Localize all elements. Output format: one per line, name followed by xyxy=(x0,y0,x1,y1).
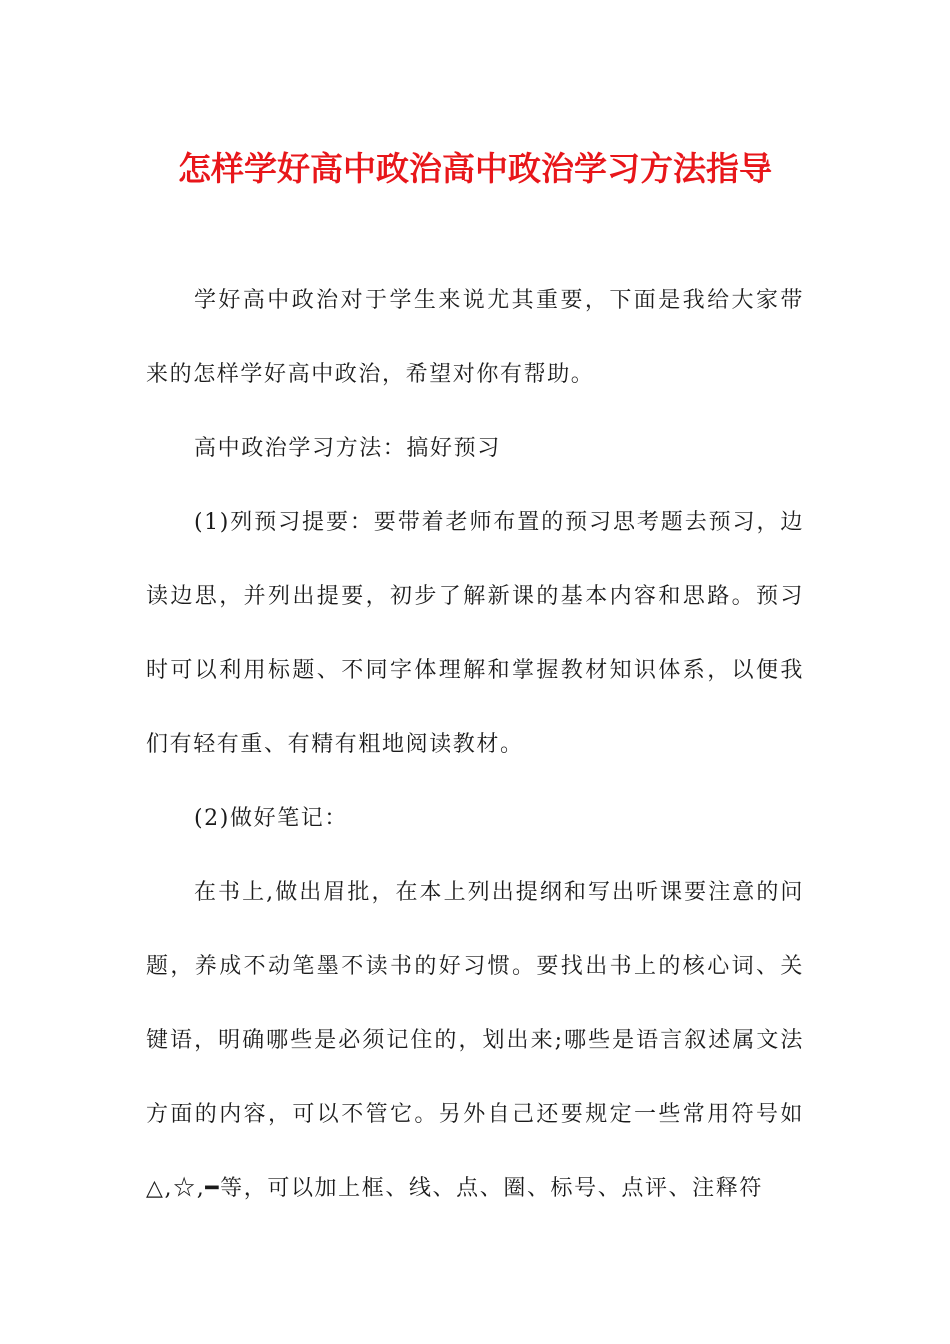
paragraph-preview-outline: (1)列预习提要：要带着老师布置的预习思考题去预习，边读边思，并列出提要，初步了解新课的基本内容和思路。预习时可以利用标题、不同字体理解和掌握教材知识体系，以便我们有轻有重、有精有粗地阅读教材。 xyxy=(146,510,804,757)
paragraph-heading-notes: (2)做好笔记： xyxy=(194,806,348,831)
paragraph-intro: 学好高中政治对于学生来说尤其重要，下面是我给大家带来的怎样学好高中政治，希望对你有帮助。 xyxy=(146,288,804,387)
paragraph-heading-preview: 高中政治学习方法：搞好预习 xyxy=(194,436,501,461)
paragraph-notes-detail: 在书上,做出眉批，在本上列出提纲和写出听课要注意的问题，养成不动笔墨不读书的好习惯。要找出书上的核心词、关键语，明确哪些是必须记住的，划出来;哪些是语言叙述属文法方面的内容，可以不管它。另外自己还要规定一些常用符号如△,☆,━等，可以加上框、线、点、圈、标号、点评、注释符 xyxy=(146,880,804,1201)
document-body xyxy=(146,264,804,1226)
document-title: 怎样学好高中政治高中政治学习方法指导 xyxy=(178,149,772,188)
